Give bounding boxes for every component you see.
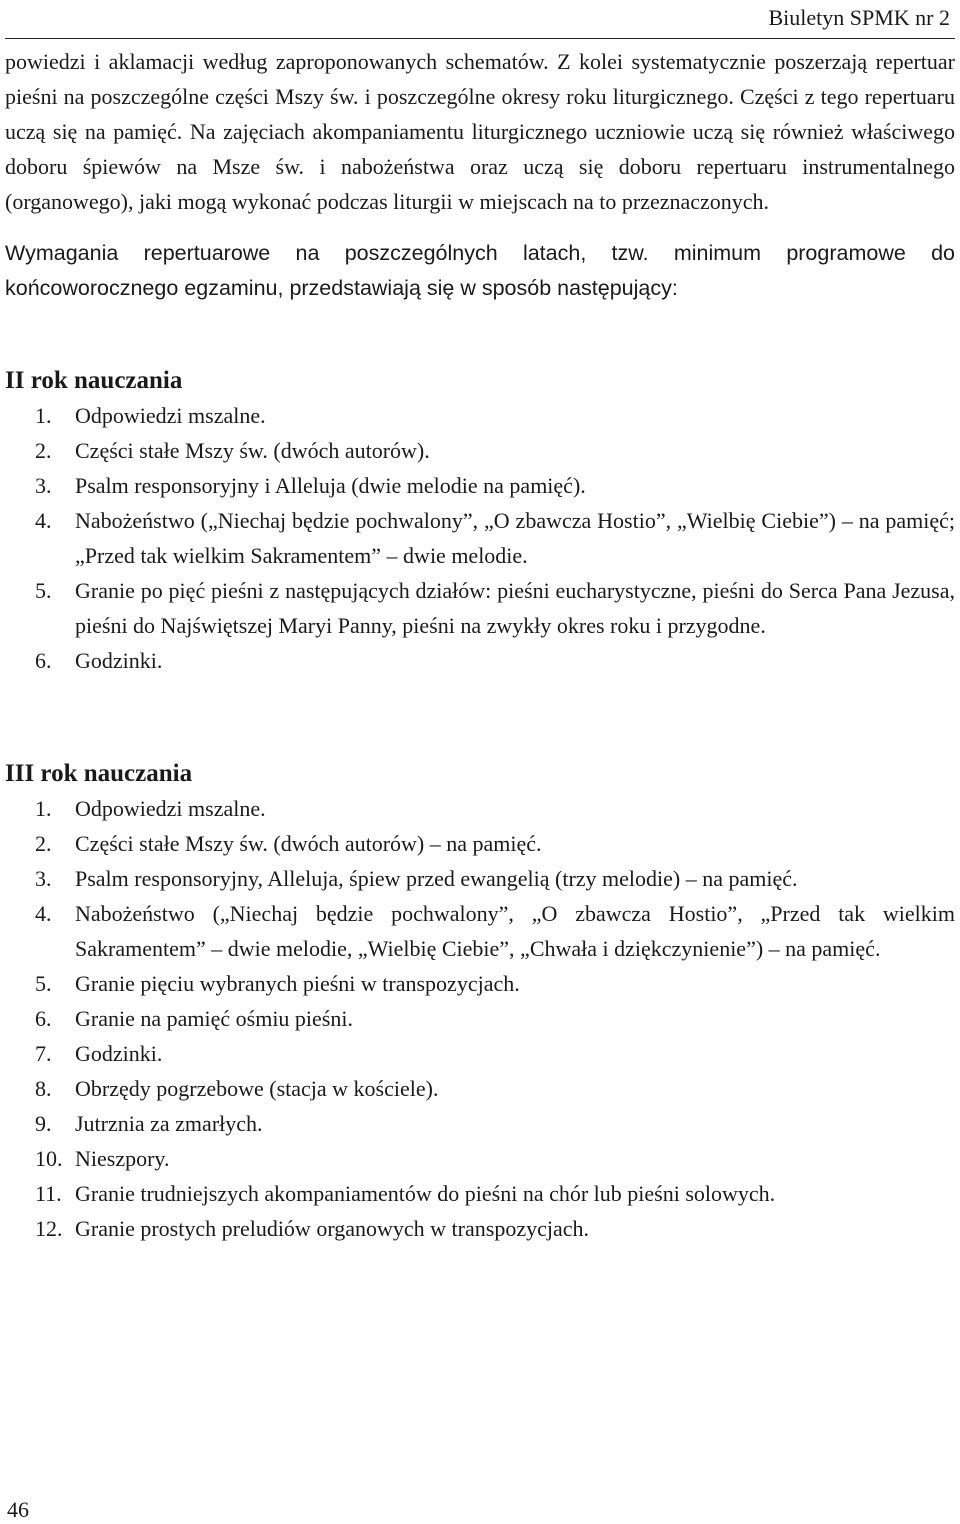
list-item xyxy=(5,503,955,573)
list-item xyxy=(5,1141,955,1176)
requirements-list xyxy=(5,398,955,678)
item-text: Godzinki. xyxy=(75,1041,163,1066)
section-year-2 xyxy=(5,363,955,678)
item-number: 7. xyxy=(35,1041,52,1066)
list-item xyxy=(5,896,955,966)
list-item xyxy=(5,1106,955,1141)
item-text: Godzinki. xyxy=(75,648,163,673)
item-text: Granie po pięć pieśni z następujących działów: pieśni eucharystyczne, pieśni do Serca Pana Jezusa, pieśni do Najświętszej Maryi Panny, pieśni na zwykły okres roku i przygodne. xyxy=(75,578,955,638)
item-text: Granie pięciu wybranych pieśni w transpozycjach. xyxy=(75,971,520,996)
item-text: Odpowiedzi mszalne. xyxy=(75,796,266,821)
list-item xyxy=(5,1001,955,1036)
item-text: Granie prostych preludiów organowych w transpozycjach. xyxy=(75,1216,589,1241)
section-title: III rok nauczania xyxy=(5,760,193,787)
item-number: 8. xyxy=(35,1076,52,1101)
publication-title: Biuletyn SPMK nr 2 xyxy=(768,5,950,30)
section-title: II rok nauczania xyxy=(5,367,183,394)
item-text: Obrzędy pogrzebowe (stacja w kościele). xyxy=(75,1076,439,1101)
item-text: Jutrznia za zmarłych. xyxy=(75,1111,263,1136)
item-text: Granie trudniejszych akompaniamentów do pieśni na chór lub pieśni solowych. xyxy=(75,1181,776,1206)
list-item xyxy=(5,966,955,1001)
item-number: 4. xyxy=(35,901,52,926)
item-text: Nieszpory. xyxy=(75,1146,170,1171)
item-text: Nabożeństwo („Niechaj będzie pochwalony”, „O zbawcza Hostio”, „Wielbię Ciebie”) – na pamięć; „Przed tak wielkim Sakramentem” – dwie melodie. xyxy=(75,508,955,568)
header-divider xyxy=(5,38,955,39)
list-item xyxy=(5,861,955,896)
item-number: 2. xyxy=(35,831,52,856)
page-header xyxy=(0,0,960,40)
item-number: 6. xyxy=(35,648,52,673)
list-item xyxy=(5,433,955,468)
page-content xyxy=(5,44,955,1246)
list-item xyxy=(5,1071,955,1106)
item-number: 4. xyxy=(35,508,52,533)
item-number: 9. xyxy=(35,1111,52,1136)
list-item xyxy=(5,826,955,861)
list-item xyxy=(5,791,955,826)
page-number: 46 xyxy=(7,1497,29,1522)
list-item xyxy=(5,468,955,503)
item-number: 1. xyxy=(35,796,52,821)
list-item xyxy=(5,1176,955,1211)
list-item xyxy=(5,1211,955,1246)
body-paragraph-2: Wymagania repertuarowe na poszczególnych latach, tzw. minimum programowe do końcoworocznego egzaminu, przedstawiają się w sposób następujący: xyxy=(5,241,955,300)
item-number: 3. xyxy=(35,866,52,891)
item-number: 5. xyxy=(35,971,52,996)
item-number: 1. xyxy=(35,403,52,428)
list-item xyxy=(5,398,955,433)
item-number: 5. xyxy=(35,578,52,603)
requirements-list xyxy=(5,791,955,1246)
item-text: Nabożeństwo („Niechaj będzie pochwalony”, „O zbawcza Hostio”, „Przed tak wielkim Sakramentem” – dwie melodie, „Wielbię Ciebie”, „Chwała i dziękczynienie”) – na pamięć. xyxy=(75,901,955,961)
list-item xyxy=(5,1036,955,1071)
section-year-3 xyxy=(5,756,955,1246)
item-text: Odpowiedzi mszalne. xyxy=(75,403,266,428)
item-text: Psalm responsoryjny, Alleluja, śpiew przed ewangelią (trzy melodie) – na pamięć. xyxy=(75,866,798,891)
item-number: 11. xyxy=(35,1181,62,1206)
body-paragraph-1: powiedzi i aklamacji według zaproponowanych schematów. Z kolei systematycznie poszerzają repertuar pieśni na poszczególne części Mszy św. i poszczególne okresy roku liturgicznego. Części z tego repertuaru uczą się na pamięć. Na zajęciach akompaniamentu liturgicznego uczniowie uczą się również właściwego doboru śpiewów na Msze św. i nabożeństwa oraz uczą się doboru repertuaru instrumentalnego (organowego), jaki mogą wykonać podczas liturgii w miejscach na to przeznaczonych. xyxy=(5,49,955,214)
item-text: Części stałe Mszy św. (dwóch autorów). xyxy=(75,438,430,463)
item-text: Granie na pamięć ośmiu pieśni. xyxy=(75,1006,353,1031)
item-text: Części stałe Mszy św. (dwóch autorów) – na pamięć. xyxy=(75,831,542,856)
list-item xyxy=(5,573,955,643)
item-number: 3. xyxy=(35,473,52,498)
item-number: 10. xyxy=(35,1146,63,1171)
item-number: 6. xyxy=(35,1006,52,1031)
item-number: 2. xyxy=(35,438,52,463)
item-number: 12. xyxy=(35,1216,63,1241)
list-item xyxy=(5,643,955,678)
item-text: Psalm responsoryjny i Alleluja (dwie melodie na pamięć). xyxy=(75,473,586,498)
